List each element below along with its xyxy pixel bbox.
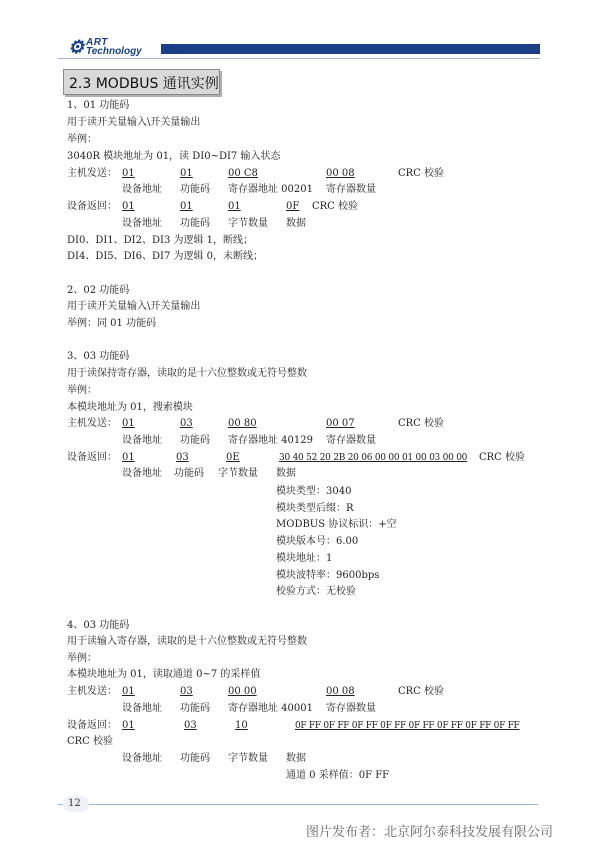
- s4-heading: 4、03 功能码: [67, 620, 130, 631]
- s3-detail-address: 模块地址：1: [276, 553, 333, 564]
- s1-ret-crc: CRC 校验: [312, 201, 359, 212]
- s4-send-crc: CRC 校验: [398, 686, 445, 697]
- s3-ret-desc-func: 功能码: [174, 468, 204, 479]
- s3-ret-desc-data: 数据: [276, 468, 296, 479]
- s3-ret-desc-bytes: 字节数量: [218, 468, 258, 479]
- s3-detail-protocol: MODBUS 协议标识：+空: [276, 519, 397, 530]
- s1-ret-addr: 01: [122, 201, 135, 212]
- s4-ret-desc-bytes: 字节数量: [228, 753, 268, 764]
- s4-send-desc-reg: 寄存器地址 40001: [228, 703, 313, 714]
- s4-send-desc-func: 功能码: [180, 703, 210, 714]
- s3-send-crc: CRC 校验: [398, 418, 445, 429]
- logo-mark-icon: ⚙: [68, 37, 85, 57]
- s1-ret-desc-addr: 设备地址: [122, 218, 162, 229]
- s3-send-desc-count: 寄存器数量: [326, 435, 376, 446]
- s1-ret-desc-func: 功能码: [180, 218, 210, 229]
- s1-ret-data: 0F: [286, 201, 300, 212]
- s4-send-func: 03: [180, 686, 193, 697]
- s4-description: 用于读输入寄存器，读取的是十六位整数或无符号整数: [67, 636, 307, 647]
- company-logo: [58, 37, 158, 59]
- s3-example-label: 举例：: [67, 385, 97, 396]
- s2-heading: 2、02 功能码: [67, 285, 130, 296]
- s3-ret-data: 30 40 52 20 2B 20 06 00 00 01 00 03 00 00: [279, 453, 468, 463]
- s2-example: 举例：同 01 功能码: [67, 318, 157, 329]
- s3-send-addr: 01: [122, 418, 135, 429]
- header-rule: [58, 58, 540, 59]
- s3-ret-bytes: 0E: [226, 452, 240, 463]
- s3-send-label: 主机发送：: [67, 418, 117, 429]
- s3-detail-suffix: 模块类型后缀：R: [276, 503, 354, 514]
- s1-send-func: 01: [180, 168, 193, 179]
- s4-send-reg: 00 00: [228, 686, 257, 697]
- s1-send-addr: 01: [122, 168, 135, 179]
- s3-description: 用于读保持寄存器，读取的是十六位整数或无符号整数: [67, 368, 307, 379]
- s1-send-reg: 00 C8: [228, 168, 258, 179]
- s4-ret-bytes: 10: [235, 720, 248, 731]
- s1-ret-func: 01: [180, 201, 193, 212]
- publisher-credit: 图片发布者：北京阿尔泰科技发展有限公司: [306, 825, 554, 840]
- s4-ret-desc-addr: 设备地址: [122, 753, 162, 764]
- s4-return-label: 设备返回：: [67, 720, 117, 731]
- footer-rule: [58, 804, 538, 805]
- s4-send-desc-addr: 设备地址: [122, 703, 162, 714]
- s3-ret-desc-addr: 设备地址: [122, 468, 162, 479]
- s4-ret-addr: 01: [122, 720, 135, 731]
- s1-note-1: DI0、DI1、DI2、DI3 为逻辑 1，断线；: [67, 235, 254, 246]
- s3-send-reg: 00 80: [228, 418, 257, 429]
- s4-send-count: 00 08: [326, 686, 355, 697]
- s3-ret-func: 03: [176, 452, 189, 463]
- s4-send-label: 主机发送：: [67, 686, 117, 697]
- s3-send-count: 00 07: [326, 418, 355, 429]
- section-title-box: [63, 69, 220, 95]
- s1-return-label: 设备返回：: [67, 201, 117, 212]
- s1-send-desc-reg: 寄存器地址 00201: [228, 184, 313, 195]
- s1-ret-bytes: 01: [228, 201, 241, 212]
- s3-ret-addr: 01: [122, 452, 135, 463]
- s3-detail-parity: 校验方式：无校验: [276, 586, 356, 597]
- s2-description: 用于读开关量输入\开关量输出: [67, 301, 201, 312]
- s1-send-desc-func: 功能码: [180, 184, 210, 195]
- s3-send-desc-reg: 寄存器地址 40129: [228, 435, 313, 446]
- s4-ret-func: 03: [184, 720, 197, 731]
- s4-detail-channel0: 通道 0 采样值：0F FF: [286, 770, 390, 781]
- s3-return-label: 设备返回：: [67, 452, 117, 463]
- page-number: 12: [68, 798, 81, 809]
- s1-description: 用于读开关量输入\开关量输出: [67, 117, 201, 128]
- s3-detail-type: 模块类型：3040: [276, 486, 352, 497]
- s4-ret-crc: CRC 校验: [67, 736, 114, 747]
- section-title: 2.3 MODBUS 通讯实例: [69, 76, 219, 92]
- header-bar: [161, 44, 540, 54]
- s1-send-desc-addr: 设备地址: [122, 184, 162, 195]
- s4-send-desc-count: 寄存器数量: [326, 703, 376, 714]
- s3-send-func: 03: [180, 418, 193, 429]
- s3-detail-version: 模块版本号：6.00: [276, 536, 359, 547]
- s1-ret-desc-bytes: 字节数量: [228, 218, 268, 229]
- s1-send-desc-count: 寄存器数量: [326, 184, 376, 195]
- s1-example-label: 举例：: [67, 134, 97, 145]
- logo-text-line1: ART: [86, 37, 108, 48]
- s1-send-crc: CRC 校验: [398, 168, 445, 179]
- s4-case: 本模块地址为 01，读取通道 0~7 的采样值: [67, 669, 261, 680]
- page-number-badge: [63, 796, 89, 812]
- logo-text-line2: Technology: [86, 46, 142, 57]
- s1-send-label: 主机发送：: [67, 168, 117, 179]
- s4-ret-data: 0F FF 0F FF 0F FF 0F FF 0F FF 0F FF 0F FF 0F FF: [295, 721, 520, 731]
- s4-ret-desc-func: 功能码: [180, 753, 210, 764]
- s4-send-addr: 01: [122, 686, 135, 697]
- s3-ret-crc: CRC 校验: [479, 452, 526, 463]
- s3-case: 本模块地址为 01，搜索模块: [67, 402, 193, 413]
- s3-detail-baud: 模块波特率：9600bps: [276, 570, 380, 581]
- page-header: [0, 0, 600, 60]
- s3-send-desc-func: 功能码: [180, 435, 210, 446]
- s3-heading: 3、03 功能码: [67, 351, 130, 362]
- s1-ret-desc-data: 数据: [286, 218, 306, 229]
- s1-send-count: 00 08: [326, 168, 355, 179]
- s3-send-desc-addr: 设备地址: [122, 435, 162, 446]
- s1-heading: 1、01 功能码: [67, 100, 130, 111]
- s1-note-2: DI4、DI5、DI6、DI7 为逻辑 0，未断线；: [67, 251, 264, 262]
- s4-example-label: 举例：: [67, 653, 97, 664]
- s4-ret-desc-data: 数据: [286, 753, 306, 764]
- s1-case: 3040R 模块地址为 01，读 DI0~DI7 输入状态: [67, 151, 281, 162]
